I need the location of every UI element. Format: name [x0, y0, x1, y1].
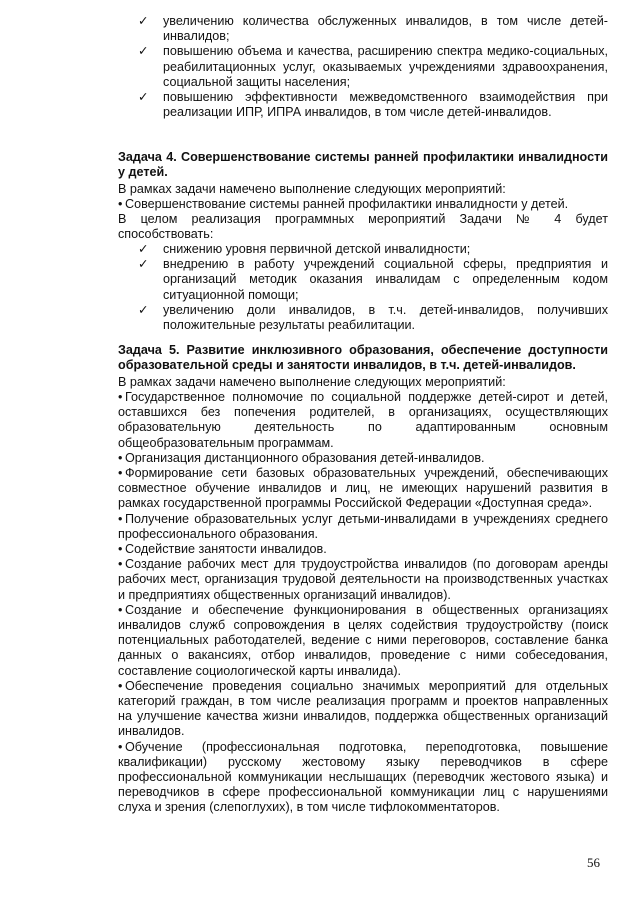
bullet-icon: • — [118, 678, 123, 693]
bullet-icon: • — [118, 602, 123, 617]
task5-heading: Задача 5. Развитие инклюзивного образования, обеспечение доступности образовательной среды и занятости инвалидов, в т.ч. детей-инвалидов. — [118, 343, 608, 373]
list-item: • Создание и обеспечение функционирования в общественных организациях инвалидов служб сопровождения в целях содействия трудоустройству (поиск потенциальных работодателей, ведение с ними переговоров, составление банка данных о вакансиях, отбор инвалидов, проведение с ними собеседования, составление социологической карты инвалида). — [118, 602, 608, 678]
checkmark-icon: ✓ — [138, 302, 149, 317]
task4-checklist — [138, 242, 608, 333]
bullet-icon: • — [118, 739, 123, 754]
bullet-icon: • — [118, 197, 123, 211]
checkmark-icon: ✓ — [138, 44, 149, 59]
task4-intro: В рамках задачи намечено выполнение следующих мероприятий: — [118, 182, 506, 196]
task4-heading: Задача 4. Совершенствование системы ранней профилактики инвалидности у детей. — [118, 150, 608, 180]
list-item: • Обучение (профессиональная подготовка, переподготовка, повышение квалификации) русскому жестовому языку переводчиков в сфере профессиональной коммуникации неслышащих (переводчик жестового языка) и переводчиков в сфере профессиональной коммуникации лиц с нарушениями слуха и зрения (слепоглухих), в том числе тифлокомментаторов. — [118, 739, 608, 815]
bullet-icon: • — [118, 511, 123, 526]
bullet-icon: • — [118, 557, 123, 572]
checkmark-icon: ✓ — [138, 14, 149, 28]
list-item: • Организация дистанционного образования детей-инвалидов. — [118, 450, 485, 465]
bullet-icon: • — [118, 450, 123, 465]
list-item: ✓ снижению уровня первичной детской инвалидности; — [138, 242, 471, 256]
list-item: • Государственное полномочие по социальной поддержке детей-сирот и детей, оставшихся без попечения родителей, в организациях, осуществляющих образовательную деятельность по адаптированным основным общеобразовательным программам. — [118, 390, 608, 450]
list-item: ✓ внедрению в работу учреждений социальной сферы, предприятия и организаций методик оказания инвалидам с определенным кодом ситуационной помощи; — [138, 257, 608, 302]
list-item: ✓ увеличению доли инвалидов, в т.ч. детей-инвалидов, получивших положительные результаты реабилитации. — [138, 302, 608, 333]
list-item: ✓ повышению объема и качества, расширению спектра медико-социальных, реабилитационных услуг, оказываемых учреждениями здравоохранения, социальной защиты населения; — [138, 44, 608, 89]
list-item: • Создание рабочих мест для трудоустройства инвалидов (по договорам аренды рабочих мест, организация трудовой деятельности на производственных участках и предприятиях общественных организаций инвалидов). — [118, 557, 608, 602]
task5-intro: В рамках задачи намечено выполнение следующих мероприятий: — [118, 375, 506, 389]
checkmark-icon: ✓ — [138, 257, 149, 272]
top-checklist — [138, 14, 608, 120]
bullet-icon: • — [118, 542, 123, 557]
page-number: 56 — [587, 855, 600, 870]
checkmark-icon: ✓ — [138, 242, 149, 256]
checkmark-icon: ✓ — [138, 90, 149, 105]
task4-summary: В целом реализация программных мероприятий Задачи № 4 будет способствовать: — [118, 212, 608, 242]
list-item: • Формирование сети базовых образовательных учреждений, обеспечивающих совместное обучение инвалидов и лиц, не имеющих нарушений развития в рамках государственной программы Российской Федерации «Доступная среда». — [118, 466, 608, 511]
list-item: • Содействие занятости инвалидов. — [118, 542, 327, 557]
bullet-icon: • — [118, 390, 123, 404]
task5-bullets — [118, 390, 608, 816]
list-item: • Получение образовательных услуг детьми-инвалидами в учреждениях среднего профессионального образования. — [118, 511, 608, 541]
list-item: ✓ увеличению количества обслуженных инвалидов, в том числе детей-инвалидов; — [138, 14, 608, 44]
list-item: • Обеспечение проведения социально значимых мероприятий для отдельных категорий граждан, в том числе реализация программ и проектов направленных на улучшение качества жизни инвалидов, поддержка общественных организаций инвалидов. — [118, 678, 608, 739]
task4-measure: • Совершенствование системы ранней профилактики инвалидности у детей. — [118, 197, 569, 211]
bullet-icon: • — [118, 466, 123, 481]
list-item: ✓ повышению эффективности межведомственного взаимодействия при реализации ИПР, ИПРА инвалидов, в том числе детей-инвалидов. — [138, 90, 608, 120]
